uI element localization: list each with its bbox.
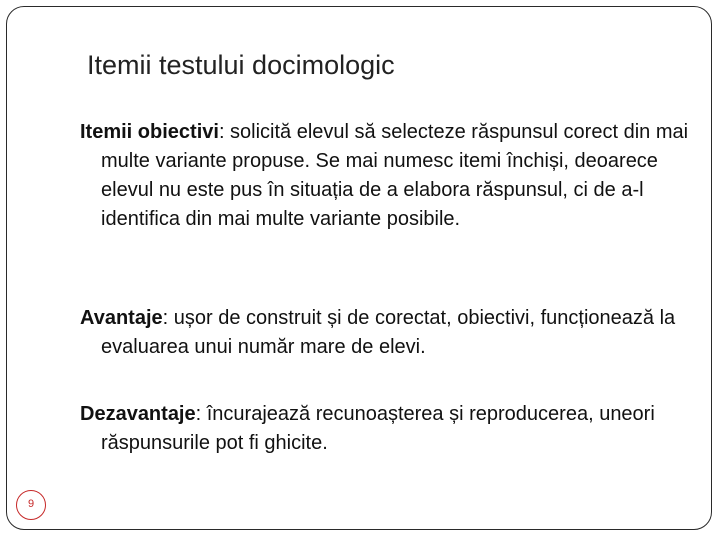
definition-objective-items: : solicită elevul să selecteze răspunsul corect din mai multe variante propuse. Se mai numesc itemi închiși, deoarece elevul nu este pus în situația de a elabora răspunsul, ci de a-l identifica din mai multe variante posibile. <box>101 121 689 230</box>
slide-title: Itemii testului docimologic <box>87 50 395 80</box>
page-number-badge: 9 <box>16 490 46 520</box>
paragraph-objective-items <box>80 118 701 234</box>
paragraph-disadvantages <box>80 400 701 458</box>
paragraph-advantages <box>80 304 701 362</box>
term-disadvantages: Dezavantaje <box>80 403 196 425</box>
definition-disadvantages: : încurajează recunoașterea și reproducerea, uneori răspunsurile pot fi ghicite. <box>101 403 655 454</box>
term-objective-items: Itemii obiectivi <box>80 121 219 143</box>
definition-advantages: : ușor de construit și de corectat, obiectivi, funcționează la evaluarea unui număr mare de elevi. <box>101 307 676 358</box>
term-advantages: Avantaje <box>80 307 163 329</box>
